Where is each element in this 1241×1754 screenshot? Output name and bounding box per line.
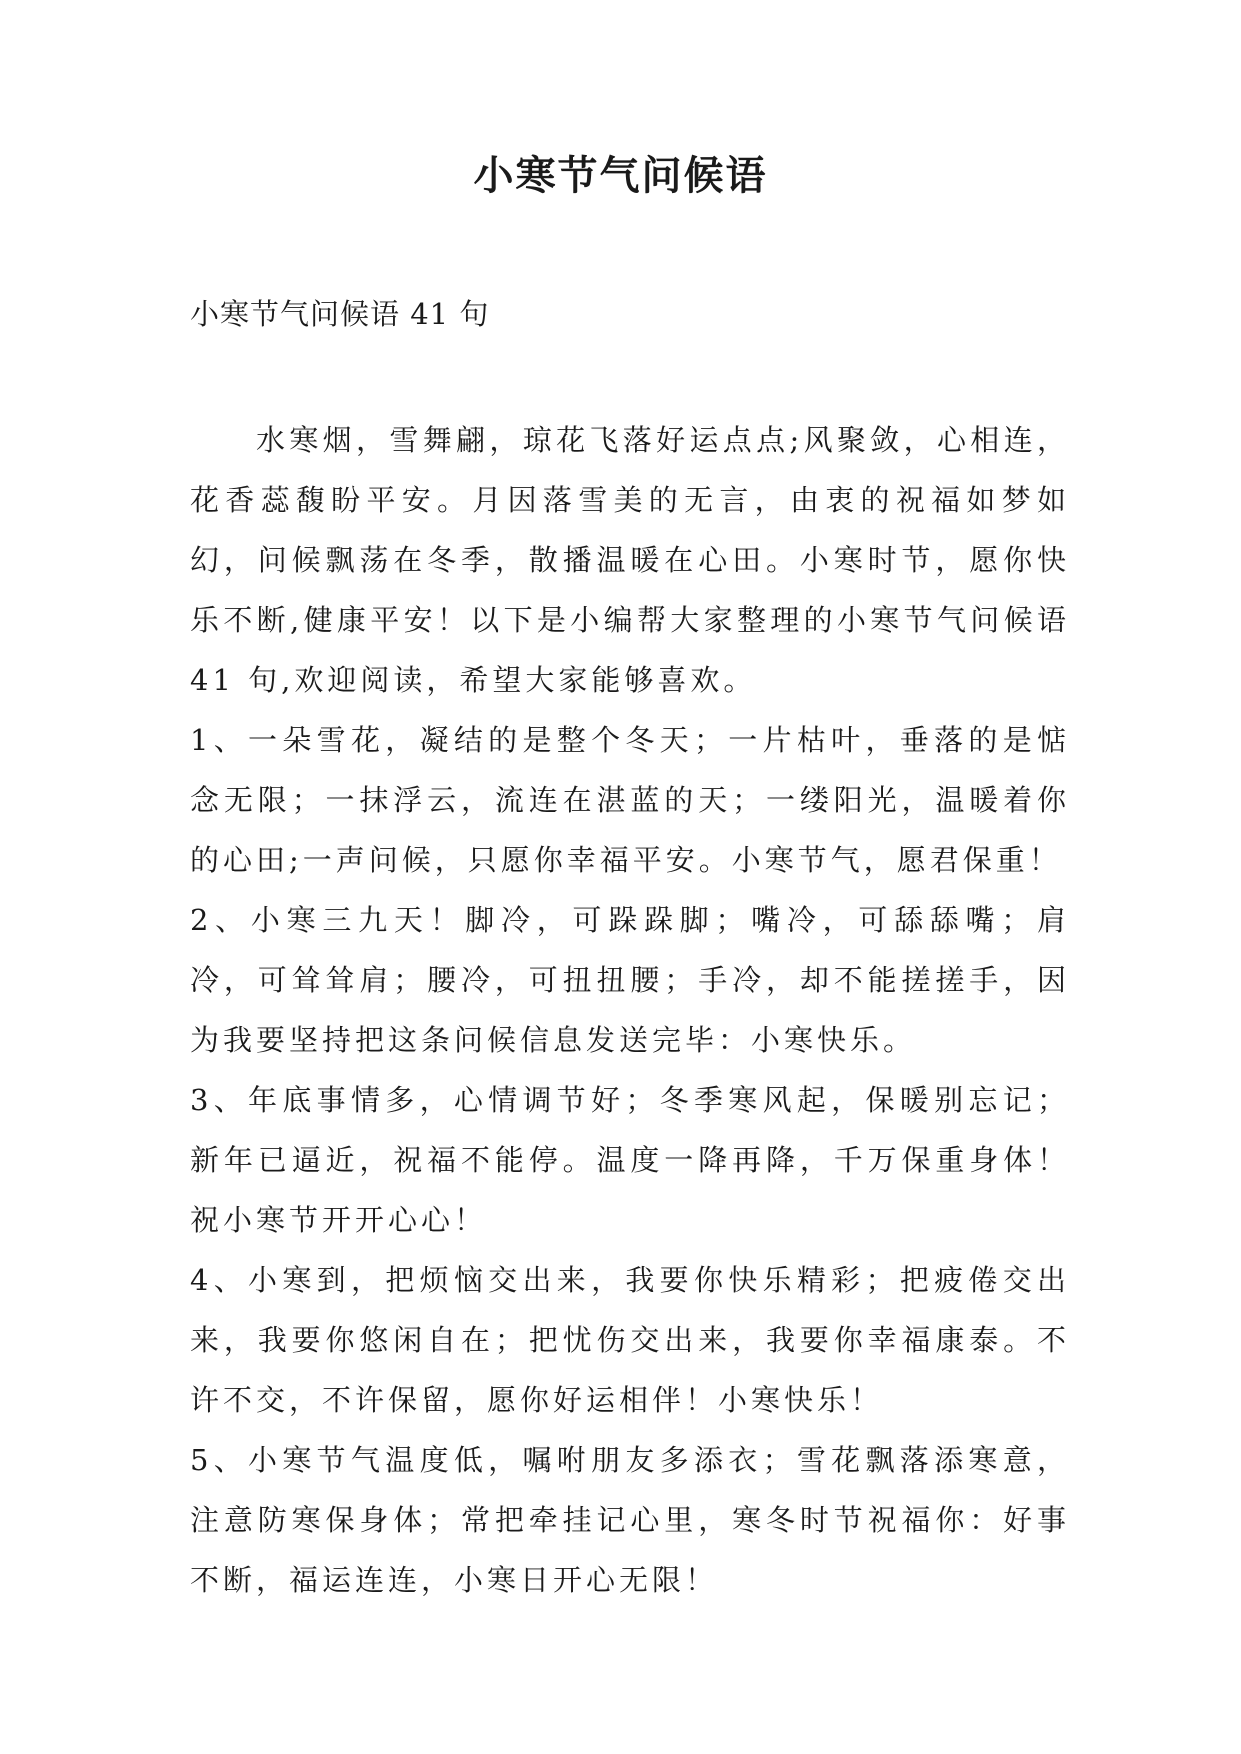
document-subtitle: 小寒节气问候语 41 句	[190, 297, 490, 331]
list-item: 5、小寒节气温度低，嘱咐朋友多添衣；雪花飘落添寒意，注意防寒保身体；常把牵挂记心里，寒冬时节祝福你：好事不断，福运连连，小寒日开心无限！	[190, 1443, 1070, 1597]
list-item: 2、小寒三九天！脚冷，可跺跺脚；嘴冷，可舔舔嘴；肩冷，可耸耸肩；腰冷，可扭扭腰；手冷，却不能搓搓手，因为我要坚持把这条问候信息发送完毕：小寒快乐。	[190, 903, 1070, 1057]
document-body	[190, 410, 1070, 1610]
list-item: 4、小寒到，把烦恼交出来，我要你快乐精彩；把疲倦交出来，我要你悠闲自在；把忧伤交出来，我要你幸福康泰。不许不交，不许保留，愿你好运相伴！小寒快乐！	[190, 1263, 1070, 1417]
list-item: 1、一朵雪花，凝结的是整个冬天；一片枯叶，垂落的是惦念无限；一抹浮云，流连在湛蓝的天；一缕阳光，温暖着你的心田;一声问候，只愿你幸福平安。小寒节气，愿君保重！	[190, 723, 1070, 877]
list-item: 3、年底事情多，心情调节好；冬季寒风起，保暖别忘记；新年已逼近，祝福不能停。温度一降再降，千万保重身体！祝小寒节开开心心！	[190, 1083, 1070, 1237]
document-title: 小寒节气问候语	[473, 152, 768, 199]
intro-paragraph: 水寒烟，雪舞翩，琼花飞落好运点点;风聚敛，心相连，花香蕊馥盼平安。月因落雪美的无言，由衷的祝福如梦如幻，问候飘荡在冬季，散播温暖在心田。小寒时节，愿你快乐不断,健康平安！以下是小编帮大家整理的小寒节气问候语 41 句,欢迎阅读，希望大家能够喜欢。	[190, 423, 1070, 697]
